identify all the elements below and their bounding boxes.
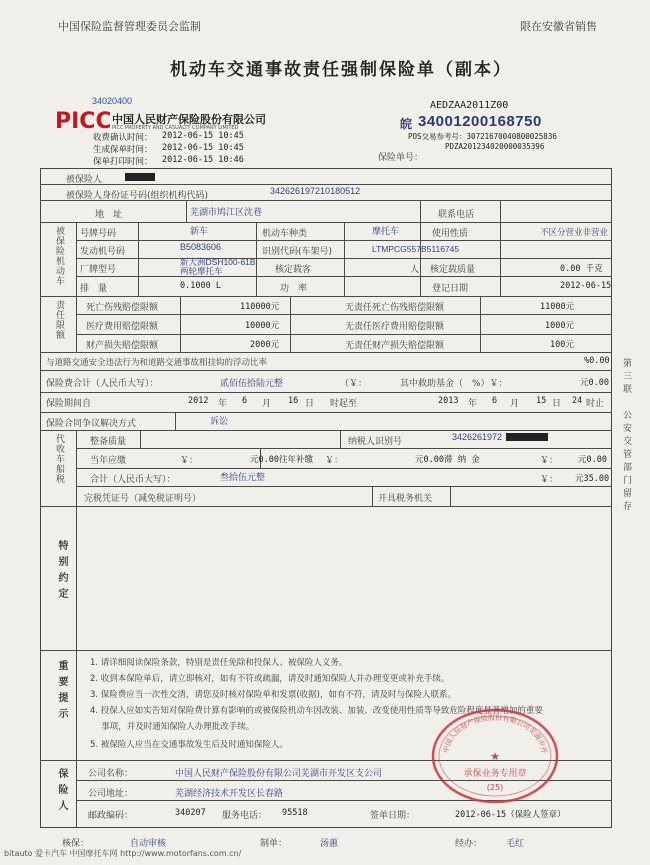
capacity-label: 核定载客 [275,265,312,275]
period-start-year: 2012 [188,396,209,406]
notice-item-4-cont: 事项，并及时通知保险人办理批改手续。 [90,722,255,732]
redacted-name [125,173,155,181]
serial-number: 34001200168750 [418,113,542,130]
liability-death-label: 死亡伤残赔偿限额 [86,303,159,313]
period-start-month: 6 [242,396,248,406]
usage-value: 不区分营业非营业 [540,227,609,237]
day-label-1: 日 [305,399,315,409]
end-hour: 24 [572,396,583,406]
picc-logo [55,106,110,134]
notice-label: 重要提示 [56,660,67,724]
period-end-month: 6 [492,396,498,406]
insured-label: 被保险人 [66,175,103,185]
usage-label: 使用性质 [432,229,469,239]
svg-text:★: ★ [490,750,500,763]
zip-label: 邮政编码： [88,811,134,821]
pos-reference: POS交易参考号：30721670040800025836 [408,132,557,141]
issue-time: 2012-06-15 10:45 [162,143,244,153]
liability-nofault-property-value: 100元 [550,340,574,350]
premium-yen: （￥： [340,379,368,389]
sign-date-value: 2012-06-15（保险人签章） [455,810,566,820]
insured-id-value: 342626197210180512 [270,186,361,196]
tax-office-label: 开具税务机关 [378,494,433,504]
policy-no-label: 保险单号： [378,153,424,163]
insurer-address-label: 公司地址： [88,789,134,799]
rescue-fund-value: 元0.00 [580,378,609,388]
plate-label: 号牌号码 [80,229,117,239]
engine-value: B5083606 [180,242,222,252]
svg-text:PICC: PICC [55,109,110,134]
vin-value: LTMPCG557B5116745 [372,244,460,254]
vin-label: 识别代码(车架号) [262,247,333,257]
redacted-taxpayer [506,433,548,441]
period-end-day: 15 [536,396,547,406]
year-label-1: 年 [218,399,228,409]
displacement-label: 排 量 [80,284,108,294]
notice-item-1: 1. 请详细阅读保险条款，特别是责任免除和投保人、被保险人义务。 [90,658,348,668]
verify-label: 核保： [62,839,90,849]
power-label: 功 率 [280,284,308,294]
month-label-2: 月 [510,399,520,409]
form-code: AEDZAA2011Z00 [430,100,509,111]
receipt-time-label: 收费确认时间： [93,133,153,143]
type-label: 机动车种类 [262,229,308,239]
print-time-label: 保单打印时间： [93,157,153,167]
float-rate-value: %0.00 [584,356,610,366]
displacement-value: 0.1000 L [180,281,221,291]
address-label: 地 址 [95,210,123,220]
serial-prefix: 皖 [400,117,413,131]
svg-text:(25): (25) [486,783,504,792]
company-name-en: PICC PROPERTY AND CASUALTY COMPANY LIMITED [112,125,239,131]
back-tax-yen: ￥： [325,456,344,466]
insurer-name-label: 公司名称： [88,769,134,779]
premium-total-label: 保险费合计（人民币大写）： [46,379,159,389]
handle-value: 毛红 [506,838,525,848]
tax-cert-label: 完税凭证号（减免税证明号） [84,494,202,504]
make-value: 汤蕙 [320,838,339,848]
period-label: 保险期间自 [46,399,92,409]
receipt-time: 2012-06-15 10:45 [162,131,244,141]
liability-section-label: 责任限额 [54,300,64,340]
model-value: 新大洲DSH100-61B两轮摩托车 [180,257,256,276]
premium-total-value: 贰佰伍拾陆元整 [220,378,284,388]
zero-hour-label: 时起至 [330,399,358,409]
sign-date-label: 签单日期： [370,811,416,821]
issue-time-label: 生成保单时间： [93,145,153,155]
float-rate-label: 与道路交通安全违法行为和道路交通事故相挂钩的浮动比率 [46,358,268,368]
current-tax-value: 元0.00往年补缴 [250,455,313,465]
model-label: 厂牌型号 [80,265,117,275]
print-time: 2012-06-15 10:46 [162,155,244,165]
rescue-fund-label: 其中救助基金（ %）￥： [400,379,508,389]
taxpayer-id-value: 3426261972 [452,432,503,442]
curb-weight-label: 整备质量 [90,437,127,447]
dispute-value: 诉讼 [210,416,229,426]
liability-nofault-medical-value: 1000元 [545,321,574,331]
liability-property-value: 2000元 [250,340,279,350]
make-label: 制单： [260,839,288,849]
document-title: 机动车交通事故责任强制保险单（副本） [170,60,512,80]
company-seal [430,706,560,806]
engine-label: 发动机号码 [80,247,126,257]
year-label-2: 年 [468,399,478,409]
late-fee-yen: ￥： [540,456,559,466]
zip-value: 340207 [175,808,206,818]
phone-label: 联系电话 [438,210,475,220]
tax-total-yen: ￥： [540,475,559,485]
policy-no: PDZA201234020000035396 [445,142,545,151]
late-fee-label: 元0.00滞 纳 金 [415,455,480,465]
svg-text:承保业务专用章: 承保业务专用章 [463,769,527,779]
reg-date-value: 2012-06-15 [560,281,612,291]
current-tax-label: 当年应缴 [90,456,127,466]
liability-nofault-property-label: 无责任财产损失赔偿限额 [345,341,445,351]
liability-property-label: 财产损失赔偿限额 [86,341,159,351]
liability-nofault-medical-label: 无责任医疗费用赔偿限额 [345,322,445,332]
period-start-day: 16 [288,396,299,406]
late-fee-value: 元0.00 [578,455,607,465]
type-value: 摩托车 [372,226,400,236]
liability-nofault-death-value: 11000元 [540,302,575,312]
insurer-name-value: 中国人民财产保险股份有限公司芜湖市开发区支公司 [175,768,383,778]
service-phone-value: 95518 [282,808,308,818]
source-watermark: bitauto 爱卡汽车 中国摩托车网 http://www.motorfans.com.cn/ [4,849,242,858]
reg-date-label: 登记日期 [432,284,469,294]
notice-item-4: 4. 投保人应如实告知对保险费计算有影响的或被保险机动车因改装、加装、改变使用性质等导致危险程度显著增加的重要 [90,706,543,716]
svg-text:中国人民财产保险股份有限公司芜湖市开发区支公司: 中国人民财产保险股份有限公司芜湖市开 [442,713,549,755]
liability-death-value: 110000元 [240,302,280,312]
special-terms-label: 特别约定 [56,540,67,604]
month-label-1: 月 [262,399,272,409]
notice-item-3: 3. 保险费应当一次性交清，请您及时核对保险单和发票(收据)，如有不符，请及时与保险人联系。 [90,690,456,700]
load-label: 核定载质量 [430,265,476,275]
end-hour-label: 时止 [586,399,605,409]
capacity-value: 人 [410,265,420,275]
dispute-label: 保险合同争议解决方式 [46,419,137,429]
liability-medical-label: 医疗费用赔偿限额 [86,322,159,332]
company-code: 34020400 [92,96,133,106]
liability-medical-value: 10000元 [245,321,280,331]
insurer-label: 保险人 [56,768,67,816]
notice-item-2: 2. 收到本保险单后，请立即核对，如有不符或疏漏，请及时通知保险人并办理变更或补充手续。 [90,674,450,684]
day-label-2: 日 [552,399,562,409]
tax-total-label: 合计（人民币大写）： [90,475,176,485]
address-value: 芜湖市鸠江区沈巷 [190,207,263,217]
plate-value: 新车 [190,226,209,236]
current-tax-yen: ￥： [180,456,199,466]
liability-nofault-death-label: 无责任死亡伤残赔偿限额 [345,303,445,313]
supervisor-label: 中国保险监督管理委员会监制 [58,20,201,33]
sale-area-label: 限在安徽省销售 [520,20,597,33]
taxpayer-id-label: 纳税人识别号 [348,437,403,447]
tax-total-value: 叁拾伍元整 [220,472,266,482]
verify-value: 自动审核 [130,838,167,848]
copy-side-note: 第三联 公安交管部门留存 [621,358,631,514]
insured-id-label: 被保险人身份证号码(组织机构代码) [66,191,209,201]
load-value: 0.00 千克 [560,264,603,274]
tax-total-num: 元35.00 [575,474,610,484]
service-phone-label: 服务电话： [222,811,268,821]
vehicle-section-label: 被保险机动车 [54,226,64,286]
company-name: 中国人民财产保险股份有限公司 [112,113,266,126]
notice-item-5: 5. 被保险人应当在交通事故发生后及时通知保险人。 [90,740,288,750]
period-end-year: 2013 [438,396,459,406]
insurer-address-value: 芜湖经济技术开发区长春路 [175,788,284,798]
handle-label: 经办： [455,839,483,849]
tax-section-label: 代收车船税 [54,434,64,484]
